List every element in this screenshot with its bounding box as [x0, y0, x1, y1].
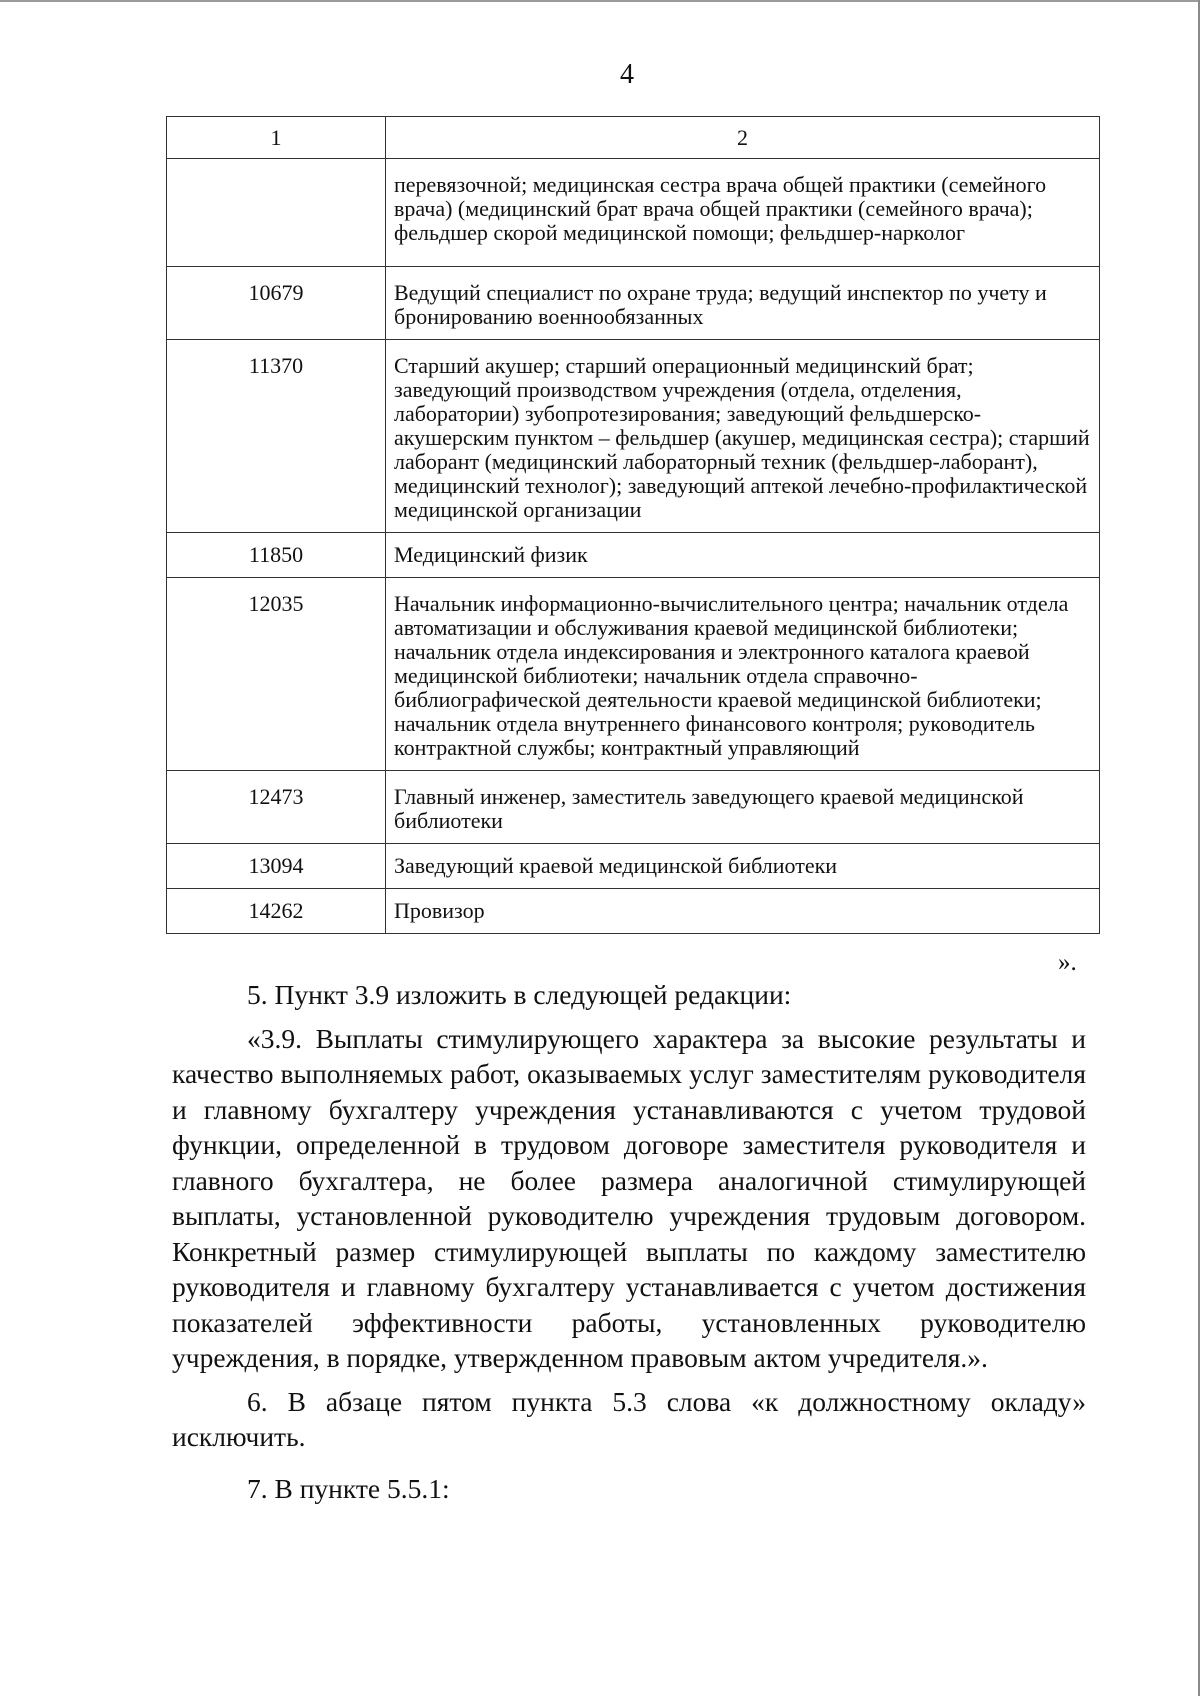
- table-row: [167, 578, 1100, 771]
- table-cell-code: 12035: [167, 578, 386, 771]
- scan-edge-top: [0, 0, 1200, 2]
- table-header-col-2: 2: [386, 117, 1100, 159]
- table-header-row: [167, 117, 1100, 159]
- table-row: [167, 844, 1100, 889]
- table-row: [167, 533, 1100, 578]
- table-cell-text: Провизор: [386, 889, 1100, 934]
- positions-table: [166, 116, 1100, 934]
- table-cell-code: 10679: [167, 267, 386, 340]
- table-cell-code: 11370: [167, 340, 386, 533]
- table-row: [167, 889, 1100, 934]
- table-cell-text: Заведующий краевой медицинской библиотеки: [386, 844, 1100, 889]
- table-cell-code: 13094: [167, 844, 386, 889]
- table-cell-text: Начальник информационно-вычислительного центра; начальник отдела автоматизации и обслуживания краевой медицинской библиотеки; начальник отдела индексирования и электронного каталога краевой медицинской библиотеки; начальник отдела справочно-библиографической деятельности краевой медицинской библиотеки; начальник отдела внутреннего финансового контроля; руководитель контрактной службы; контрактный управляющий: [386, 578, 1100, 771]
- paragraph-5-heading: 5. Пункт 3.9 изложить в следующей редакции:: [247, 979, 792, 1010]
- paragraph-3-9-text: «3.9. Выплаты стимулирующего характера за высокие результаты и качество выполняемых работ, оказываемых услуг заместителям руководителя и главному бухгалтеру учреждения устанавливаются с учетом трудовой функции, определенной в трудовом договоре заместителя руководителя и главного бухгалтера, не более размера аналогичной стимулирующей выплаты, установленной руководителю учреждения трудовым договором. Конкретный размер стимулирующей выплаты по каждому заместителю руководителя и главному бухгалтеру устанавливается с учетом достижения показателей эффективности работы, установленных руководителю учреждения, в порядке, утвержденном правовым актом учредителя.».: [172, 1022, 1086, 1373]
- table-cell-text: Главный инженер, заместитель заведующего краевой медицинской библиотеки: [386, 771, 1100, 844]
- table-row: [167, 340, 1100, 533]
- table-row: [167, 771, 1100, 844]
- table-cell-text: перевязочной; медицинская сестра врача общей практики (семейного врача) (медицинский брат врача общей практики (семейного врача); фельдшер скорой медицинской помощи; фельдшер-нарколог: [386, 159, 1100, 267]
- table-cell-text: Ведущий специалист по охране труда; ведущий инспектор по учету и бронированию военнообязанных: [386, 267, 1100, 340]
- table-closing-quote: ».: [1058, 949, 1077, 976]
- table-cell-code: 14262: [167, 889, 386, 934]
- table-row: [167, 267, 1100, 340]
- table-cell-code: 12473: [167, 771, 386, 844]
- table-cell-text: Медицинский физик: [386, 533, 1100, 578]
- table-header-col-1: 1: [167, 117, 386, 159]
- table-cell-code: [167, 159, 386, 267]
- document-body: [172, 977, 1086, 1506]
- paragraph-7-heading: 7. В пункте 5.5.1:: [247, 1472, 450, 1504]
- table-cell-text: Старший акушер; старший операционный медицинский брат; заведующий производством учреждения (отдела, отделения, лаборатории) зубопротезирования; заведующий фельдшерско-акушерским пунктом – фельдшер (акушер, медицинская сестра); старший лаборант (медицинский лабораторный техник (фельдшер-лаборант), медицинский технолог); заведующий аптекой лечебно-профилактической медицинской организации: [386, 340, 1100, 533]
- page-number: 4: [620, 59, 634, 90]
- table-row: [167, 159, 1100, 267]
- paragraph-6: 6. В абзаце пятом пункта 5.3 слова «к должностному окладу» исключить.: [172, 1385, 1086, 1452]
- table-cell-code: 11850: [167, 533, 386, 578]
